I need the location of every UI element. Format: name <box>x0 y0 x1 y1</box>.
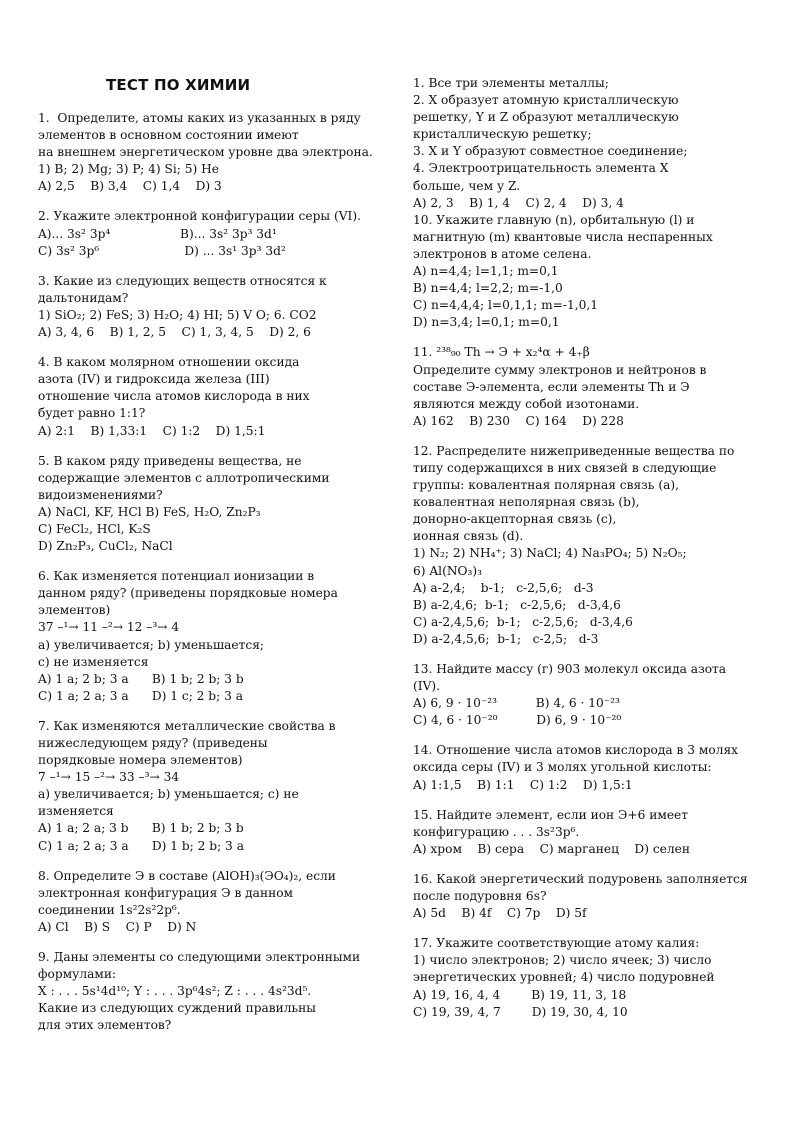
text-line: A) Cl B) S C) P D) N <box>38 919 197 934</box>
text-line: 13. Найдите массу (г) 903 молекул оксида азота <box>413 662 727 676</box>
text-line: 5. В каком ряду приведены вещества, не <box>38 453 302 468</box>
text-line: 11. ²³⁸₉₀ Th → Э + x₂⁴α + 4₊β <box>413 345 590 360</box>
text-line: C) FeCl₂, HCl, K₂S <box>38 521 151 536</box>
text-line: 1) B; 2) Mg; 3) P; 4) Si; 5) He <box>38 162 219 177</box>
text-line: изменяется <box>38 804 114 819</box>
text-line: A) 1 a; 2 b; 3 a B) 1 b; 2 b; 3 b <box>38 671 244 686</box>
question-gap <box>413 430 768 443</box>
text-line: ионная связь (d). <box>413 529 524 544</box>
text-line: A) хром B) сера C) марганец D) селен <box>413 841 690 856</box>
text-line: A) 6, 9 · 10⁻²³ B) 4, 6 · 10⁻²³ <box>413 696 620 711</box>
text-line: C) 3s² 3p⁶ D) ... 3s¹ 3p³ 3d² <box>38 243 286 258</box>
question-gap <box>38 260 373 273</box>
text-line: 7. Как изменяются металлические свойства в <box>38 718 336 733</box>
text-line: A) a-2,4; b-1; c-2,5,6; d-3 <box>413 580 594 595</box>
text-line: дальтонидам? <box>38 290 129 305</box>
text-line: D) Zn₂P₃, CuCl₂, NaCl <box>38 539 173 554</box>
text-line: типу содержащихся в них связей в следующие <box>413 460 717 475</box>
question-gap <box>38 440 373 453</box>
text-line: электронная конфигурация Э в данном <box>38 885 294 900</box>
text-line: больше, чем у Z. <box>413 178 521 193</box>
text-line: B) n=4,4; l=2,2; m=-1,0 <box>413 281 563 296</box>
text-line: D) a-2,4,5,6; b-1; c-2,5; d-3 <box>413 631 599 646</box>
text-line: A) 1 a; 2 a; 3 b B) 1 b; 2 b; 3 b <box>38 821 244 836</box>
text-line: магнитную (m) квантовые числа неспаренных <box>413 229 713 244</box>
text-line: Какие из следующих суждений правильны <box>38 1001 316 1016</box>
text-line: порядковые номера элементов) <box>38 753 243 768</box>
text-line: A) 19, 16, 4, 4 B) 19, 11, 3, 18 <box>413 987 627 1002</box>
text-line: 1) число электронов; 2) число ячеек; 3) число <box>413 953 712 968</box>
text-line: содержащие элементов с аллотропическими <box>38 470 330 485</box>
left-question-list <box>38 110 373 1035</box>
text-line: D) n=3,4; l=0,1; m=0,1 <box>413 315 560 330</box>
text-line: 3. X и Y образуют совместное соединение; <box>413 144 688 159</box>
text-line: A) 162 B) 230 C) 164 D) 228 <box>413 413 624 428</box>
question-gap <box>38 195 373 208</box>
text-line: данном ряду? (приведены порядковые номера <box>38 586 338 601</box>
text-line: энергетических уровней; 4) число подуровней <box>413 970 715 985</box>
text-line: C) n=4,4,4; l=0,1,1; m=-1,0,1 <box>413 298 599 313</box>
text-line: являются между собой изотонами. <box>413 396 640 411</box>
text-line: 6. Как изменяется потенциал ионизации в <box>38 569 315 584</box>
text-line: решетку, Y и Z образуют металлическую <box>413 110 679 125</box>
text-line: конфигурацию . . . 3s²3p⁶. <box>413 824 580 839</box>
text-line: 6) Al(NO₃)₃ <box>413 563 483 578</box>
text-line: соединении 1s²2s²2p⁶. <box>38 902 181 917</box>
text-line: C) 4, 6 · 10⁻²⁰ D) 6, 9 · 10⁻²⁰ <box>413 713 622 728</box>
text-line: донорно-акцепторная связь (c), <box>413 512 617 527</box>
text-line: 4. Электроотрицательность элемента X <box>413 161 669 176</box>
page-title: ТЕСТ ПО ХИМИИ <box>106 76 251 94</box>
text-line: 10. Укажите главную (n), орбитальную (l) и <box>413 212 695 227</box>
text-line: элементов в основном состоянии имеют <box>38 128 299 143</box>
question-gap <box>413 648 768 661</box>
text-line: 16. Какой энергетический подуровень заполняется <box>413 871 748 886</box>
text-line: (IV). <box>413 679 440 694</box>
question-gap <box>38 936 373 949</box>
right-question-list <box>413 75 768 1021</box>
question-gap <box>413 922 768 935</box>
text-line: 2. X образует атомную кристаллическую <box>413 93 679 108</box>
text-line: C) 19, 39, 4, 7 D) 19, 30, 4, 10 <box>413 1004 628 1019</box>
text-line: ковалентная неполярная связь (b), <box>413 495 640 510</box>
text-line: A) 1:1,5 B) 1:1 C) 1:2 D) 1,5:1 <box>413 777 633 792</box>
text-line: 15. Найдите элемент, если ион Э+6 имеет <box>413 807 688 822</box>
text-line: 37 –¹→ 11 –²→ 12 –³→ 4 <box>38 620 180 635</box>
text-line: на внешнем энергетическом уровне два электрона. <box>38 145 373 160</box>
text-line: A) 2, 3 B) 1, 4 C) 2, 4 D) 3, 4 <box>413 195 624 210</box>
question-gap <box>413 729 768 742</box>
text-line: для этих элементов? <box>38 1018 172 1033</box>
text-line: азота (IV) и гидроксида железа (III) <box>38 372 270 387</box>
question-gap <box>413 794 768 807</box>
text-line: A) n=4,4; l=1,1; m=0,1 <box>413 264 559 279</box>
text-line: C) 1 a; 2 a; 3 a D) 1 b; 2 b; 3 a <box>38 838 244 853</box>
text-line: составе Э-элемента, если элементы Th и Э <box>413 379 690 394</box>
question-gap <box>38 341 373 354</box>
text-line: 4. В каком молярном отношении оксида <box>38 355 300 370</box>
text-line: 12. Распределите нижеприведенные вещества по <box>413 443 735 458</box>
text-line: A) 5d B) 4f C) 7p D) 5f <box>413 906 587 921</box>
text-line: видоизменениями? <box>38 487 163 502</box>
text-line: A) 3, 4, 6 B) 1, 2, 5 C) 1, 3, 4, 5 D) 2, 6 <box>38 325 311 340</box>
text-line: B) a-2,4,6; b-1; c-2,5,6; d-3,4,6 <box>413 597 621 612</box>
text-line: элементов) <box>38 603 111 618</box>
text-line: C) a-2,4,5,6; b-1; c-2,5,6; d-3,4,6 <box>413 614 633 629</box>
text-line: a) увеличивается; b) уменьшается; <box>38 637 264 652</box>
text-line: будет равно 1:1? <box>38 406 146 421</box>
text-line: после подуровня 6s? <box>413 889 547 904</box>
question-gap <box>38 855 373 868</box>
question-gap <box>38 705 373 718</box>
left-column <box>38 75 373 1035</box>
text-line: 9. Даны элементы со следующими электронными <box>38 950 361 965</box>
text-line: оксида серы (IV) и 3 молях угольной кислоты: <box>413 760 712 775</box>
text-line: A)... 3s² 3p⁴ B)... 3s² 3p³ 3d¹ <box>38 226 277 241</box>
question-gap <box>413 858 768 871</box>
text-line: c) не изменяется <box>38 654 149 669</box>
text-line: 7 –¹→ 15 –²→ 33 –³→ 34 <box>38 770 180 785</box>
text-line: a) увеличивается; b) уменьшается; c) не <box>38 787 299 802</box>
right-column <box>413 75 768 1021</box>
text-line: кристаллическую решетку; <box>413 127 592 142</box>
text-line: C) 1 a; 2 a; 3 a D) 1 c; 2 b; 3 a <box>38 688 243 703</box>
text-line: A) 2,5 B) 3,4 C) 1,4 D) 3 <box>38 179 222 194</box>
text-line: 2. Укажите электронной конфигурации серы (VI). <box>38 209 361 224</box>
text-line: формулами: <box>38 967 117 982</box>
text-line: 14. Отношение числа атомов кислорода в 3 молях <box>413 743 739 758</box>
question-gap <box>413 331 768 344</box>
text-line: электронов в атоме селена. <box>413 246 592 261</box>
text-line: 1) N₂; 2) NH₄⁺; 3) NaCl; 4) Na₃PO₄; 5) N₂O₅; <box>413 546 687 561</box>
question-gap <box>38 555 373 568</box>
text-line: отношение числа атомов кислорода в них <box>38 389 310 404</box>
text-line: 1. Все три элементы металлы; <box>413 76 609 90</box>
text-line: 1) SiO₂; 2) FeS; 3) H₂O; 4) HI; 5) V O; 6. CO2 <box>38 307 317 322</box>
text-line: A) NaCl, KF, HCl B) FeS, H₂O, Zn₂P₃ <box>38 504 261 519</box>
text-line: Определите сумму электронов и нейтронов в <box>413 362 707 377</box>
text-line: группы: ковалентная полярная связь (a), <box>413 478 679 493</box>
text-line: 3. Какие из следующих веществ относятся к <box>38 273 327 288</box>
text-line: 8. Определите Э в составе (AlOH)₃(ЭO₄)₂, если <box>38 868 336 883</box>
text-line: 1. Определите, атомы каких из указанных в ряду <box>38 111 361 125</box>
text-line: 17. Укажите соответствующие атому калия: <box>413 936 700 951</box>
text-line: X : . . . 5s¹4d¹⁰; Y : . . . 3p⁶4s²; Z : . . . 4s²3d⁵. <box>38 984 312 999</box>
text-line: A) 2:1 B) 1,33:1 C) 1:2 D) 1,5:1 <box>38 423 266 438</box>
text-line: нижеследующем ряду? (приведены <box>38 736 268 750</box>
